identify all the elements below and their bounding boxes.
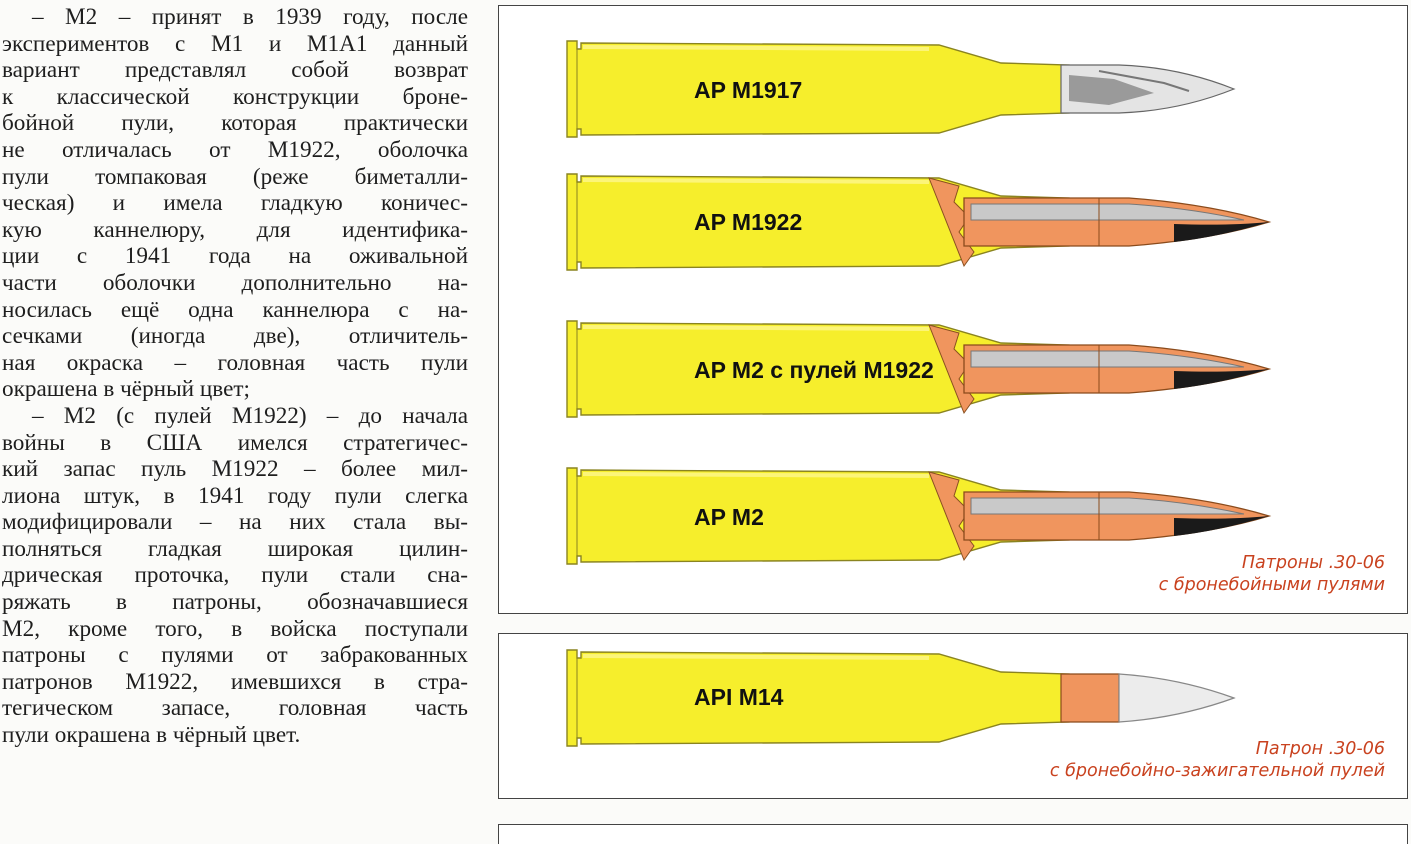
text-line: войны в США имелся стратегичес- bbox=[2, 429, 468, 456]
text-line: патроны с пулями от забракованных bbox=[2, 642, 468, 669]
caption-line: с бронебойно-зажигательной пулей bbox=[1049, 761, 1385, 781]
figure-ap-cartridges bbox=[498, 5, 1408, 614]
cartridge-ap-m1917 bbox=[499, 6, 1409, 615]
text-line: пули томпаковая (реже биметалли- bbox=[2, 163, 468, 190]
figure-caption bbox=[1050, 738, 1385, 782]
text-line: ческая) и имела гладкую коничес- bbox=[2, 190, 468, 217]
text-line: окрашена в чёрный цвет; bbox=[2, 376, 250, 403]
text-line: кую каннелюру, для идентифика- bbox=[2, 216, 468, 243]
cartridge-case bbox=[567, 650, 1069, 746]
cartridge-label: AP M1917 bbox=[694, 77, 803, 103]
caption-line: Патрон .30-06 bbox=[1255, 739, 1385, 759]
text-line: экспериментов с M1 и M1A1 данный bbox=[2, 30, 468, 57]
text-line: не отличалась от M1922, оболочка bbox=[2, 136, 468, 163]
cartridge-group bbox=[567, 174, 1269, 270]
text-line: части оболочки дополнительно на- bbox=[2, 269, 468, 296]
cartridge-label: AP M2 bbox=[694, 504, 764, 530]
caption-line: Патроны .30-06 bbox=[1241, 553, 1385, 573]
text-line: сечками (иногда две), отличитель- bbox=[2, 323, 468, 350]
text-line: к классической конструкции броне- bbox=[2, 83, 468, 110]
text-line: патронов M1922, имевшихся в стра- bbox=[2, 668, 468, 695]
case-highlight bbox=[583, 474, 929, 476]
text-line: носилась ещё одна каннелюра с на- bbox=[2, 296, 468, 323]
text-line: тегическом запасе, головная часть bbox=[2, 695, 468, 722]
bullet-tip-black bbox=[1174, 222, 1269, 242]
bullet-jacket bbox=[1061, 674, 1119, 722]
text-line: – M2 (с пулей M1922) – до начала bbox=[32, 402, 468, 429]
text-line: пули окрашена в чёрный цвет. bbox=[2, 722, 301, 749]
text-line: бойной пули, которая практически bbox=[2, 110, 468, 137]
figure-api-cartridge bbox=[498, 633, 1408, 799]
case-highlight bbox=[583, 180, 929, 182]
text-line: ции с 1941 года на оживальной bbox=[2, 243, 468, 270]
cartridge-case bbox=[567, 41, 1069, 137]
cartridge-group bbox=[567, 41, 1234, 137]
cartridge-label: AP M1922 bbox=[694, 209, 803, 235]
text-line: лиона штук, в 1941 году пули слегка bbox=[2, 482, 468, 509]
text-line: кий запас пуль M1922 – более мил- bbox=[2, 456, 468, 483]
caption-line: с бронебойными пулями bbox=[1158, 575, 1385, 595]
next-figure-frame bbox=[498, 824, 1408, 844]
text-line: ряжать в патроны, обозначавшиеся bbox=[2, 589, 468, 616]
article-text-column bbox=[2, 4, 468, 749]
case-highlight bbox=[583, 327, 929, 329]
cartridge-label: API M14 bbox=[694, 684, 784, 710]
text-line: дрическая проточка, пули стали сна- bbox=[2, 562, 468, 589]
text-line: ная окраска – головная часть пули bbox=[2, 349, 468, 376]
text-line: – M2 – принят в 1939 году, после bbox=[32, 4, 468, 30]
text-line: вариант представлял собой возврат bbox=[2, 57, 468, 84]
case-highlight bbox=[583, 656, 929, 658]
bullet-tip-black bbox=[1174, 516, 1269, 536]
cartridge-group bbox=[567, 468, 1269, 564]
text-line: M2, кроме того, в войска поступали bbox=[2, 615, 468, 642]
text-line: полняться гладкая широкая цилин- bbox=[2, 535, 468, 562]
text-line: модифицировали – на них стала вы- bbox=[2, 509, 468, 536]
cartridge-label: AP M2 с пулей M1922 bbox=[694, 357, 934, 383]
cartridge-group bbox=[567, 650, 1234, 746]
figure-caption bbox=[1159, 552, 1385, 596]
bullet-tip-black bbox=[1174, 369, 1269, 389]
bullet-tip-aluminum bbox=[1119, 674, 1234, 722]
case-highlight bbox=[583, 47, 929, 49]
